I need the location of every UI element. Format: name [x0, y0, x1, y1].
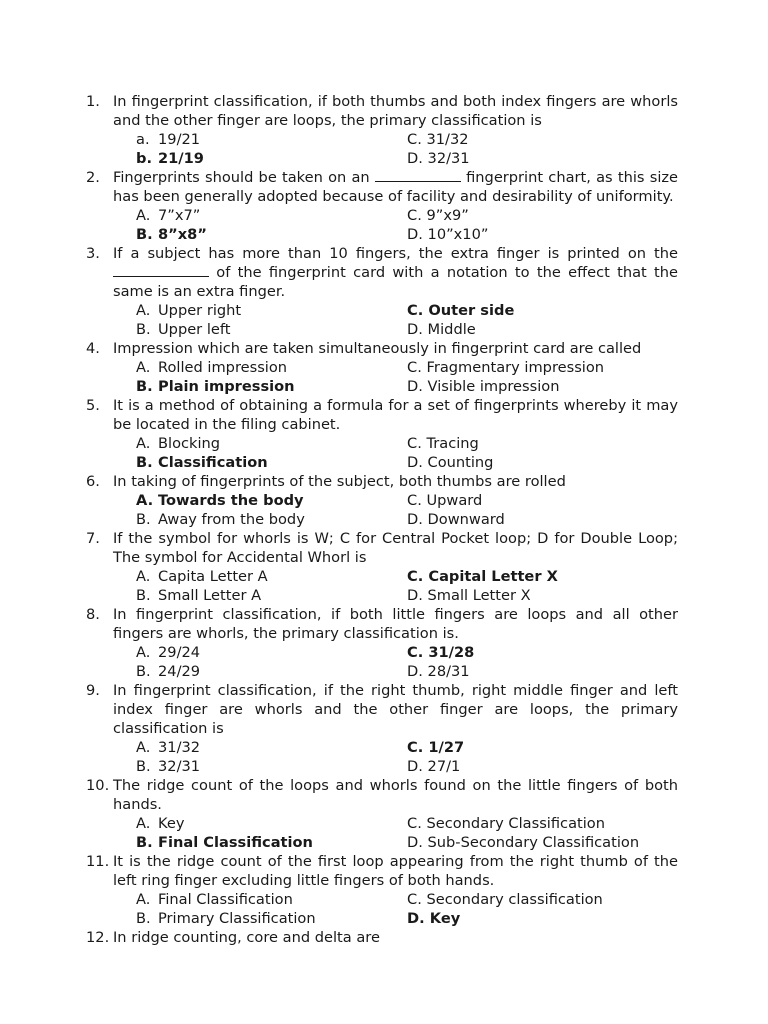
option-label: B.: [136, 454, 153, 471]
question-item: [0, 339, 768, 396]
option-row: [0, 510, 768, 529]
option-text: Secondary classification: [426, 891, 603, 908]
question-number: 2.: [86, 169, 100, 186]
question-text-part: Impression which are taken simultaneously in fingerprint card are called: [113, 340, 642, 357]
option-label: D.: [407, 587, 423, 604]
option-row: [0, 909, 768, 928]
option-label: C.: [407, 644, 424, 661]
question-text-part: It is the ridge count of the first loop appearing from the right thumb of the left ring finger excluding little fingers of both hands.: [113, 853, 678, 889]
question-item: [0, 396, 768, 472]
question-text-part: If a subject has more than 10 fingers, the extra finger is printed on the: [113, 245, 678, 262]
option-row: [0, 358, 768, 377]
option-text: 28/31: [427, 663, 470, 680]
question-number: 11.: [86, 853, 110, 870]
option-label: D.: [407, 321, 423, 338]
answer-option-correct: [136, 377, 295, 396]
option-row: [0, 149, 768, 168]
option-text: 8”x8”: [158, 226, 207, 243]
question-text: [113, 605, 678, 643]
option-text: 24/29: [158, 663, 201, 680]
option-label: B.: [136, 226, 153, 243]
option-label: B.: [136, 378, 153, 395]
answer-option: [136, 814, 184, 833]
answer-option-correct: [407, 738, 464, 757]
option-row: [0, 225, 768, 244]
question-text: [113, 529, 678, 567]
answer-option: [407, 890, 603, 909]
question-item: [0, 852, 768, 928]
option-text: 29/24: [158, 644, 201, 661]
option-text: Counting: [427, 454, 494, 471]
answer-option: [407, 491, 482, 510]
answer-blank: [113, 263, 209, 277]
option-label: A.: [136, 815, 151, 832]
option-text: 27/1: [427, 758, 461, 775]
answer-option-correct: [136, 149, 204, 168]
question-text: [113, 396, 678, 434]
option-text: Small Letter A: [158, 587, 262, 604]
option-label: A.: [136, 739, 151, 756]
question-text-part: of the fingerprint card with a notation to the effect that the same is an extra finger.: [113, 264, 678, 300]
option-label: B.: [136, 663, 151, 680]
option-label: C.: [407, 302, 424, 319]
option-text: Away from the body: [158, 511, 305, 528]
option-label: C.: [407, 568, 424, 585]
answer-option: [136, 738, 200, 757]
option-text: Classification: [158, 454, 268, 471]
answer-option: [136, 320, 230, 339]
option-label: B.: [136, 587, 151, 604]
question-text-part: fingerprint chart, as this size has been generally adopted because of facility and desirability of uniformity.: [113, 169, 679, 205]
option-text: Downward: [427, 511, 505, 528]
option-text: Key: [429, 910, 461, 927]
answer-option: [136, 586, 261, 605]
question-text: [113, 168, 678, 206]
option-text: 32/31: [427, 150, 470, 167]
option-label: B.: [136, 834, 153, 851]
option-label: A.: [136, 644, 151, 661]
option-label: B.: [136, 910, 151, 927]
option-row: [0, 206, 768, 225]
question-number: 12.: [86, 929, 110, 946]
option-text: 32/31: [158, 758, 201, 775]
question-text-part: In ridge counting, core and delta are: [113, 929, 380, 946]
answer-option: [407, 130, 469, 149]
question-number: 1.: [86, 93, 100, 110]
option-text: 10”x10”: [427, 226, 489, 243]
answer-option: [136, 301, 241, 320]
option-row: [0, 833, 768, 852]
option-label: D.: [407, 454, 423, 471]
option-label: C.: [407, 815, 422, 832]
answer-option-correct: [136, 491, 304, 510]
option-text: Key: [158, 815, 185, 832]
option-label: A.: [136, 891, 151, 908]
option-text: 31/28: [428, 644, 475, 661]
option-label: A.: [136, 207, 151, 224]
option-row: [0, 130, 768, 149]
question-text: [113, 472, 678, 491]
answer-option-correct: [136, 833, 313, 852]
option-label: D.: [407, 758, 423, 775]
option-text: Capita Letter A: [158, 568, 268, 585]
answer-option: [407, 358, 604, 377]
option-label: A.: [136, 359, 151, 376]
option-row: [0, 567, 768, 586]
question-item: [0, 168, 768, 244]
option-label: C.: [407, 739, 424, 756]
option-label: A.: [136, 435, 151, 452]
option-text: Sub-Secondary Classification: [427, 834, 640, 851]
option-text: Primary Classification: [158, 910, 316, 927]
question-text-part: In fingerprint classification, if both little fingers are loops and all other fingers are whorls, the primary classification is.: [113, 606, 678, 642]
question-text-part: In taking of fingerprints of the subject, both thumbs are rolled: [113, 473, 566, 490]
answer-option: [136, 757, 200, 776]
answer-option-correct: [136, 225, 207, 244]
answer-option-correct: [407, 643, 474, 662]
answer-option: [407, 662, 470, 681]
option-label: D.: [407, 226, 423, 243]
option-label: C.: [407, 359, 422, 376]
option-label: C.: [407, 435, 422, 452]
answer-option: [136, 643, 200, 662]
answer-option: [136, 890, 293, 909]
option-label: B.: [136, 511, 151, 528]
question-text-part: It is a method of obtaining a formula for a set of fingerprints whereby it may be located in the filing cabinet.: [113, 397, 678, 433]
answer-option-correct: [407, 567, 558, 586]
answer-option: [136, 909, 316, 928]
option-text: 21/19: [158, 150, 204, 167]
question-list: [0, 92, 768, 947]
option-text: Visible impression: [427, 378, 560, 395]
option-row: [0, 738, 768, 757]
answer-option: [136, 662, 200, 681]
option-label: A.: [136, 302, 151, 319]
answer-option: [407, 225, 488, 244]
question-text: [113, 92, 678, 130]
question-number: 4.: [86, 340, 100, 357]
question-text-part: If the symbol for whorls is W; C for Central Pocket loop; D for Double Loop; The symbol for Accidental Whorl is: [113, 530, 678, 566]
option-text: 19/21: [158, 131, 201, 148]
option-row: [0, 320, 768, 339]
option-text: Final Classification: [158, 891, 293, 908]
option-label: B.: [136, 321, 151, 338]
option-text: 9”x9”: [426, 207, 469, 224]
question-item: [0, 776, 768, 852]
question-text: [113, 244, 678, 301]
option-label: D.: [407, 150, 423, 167]
option-row: [0, 491, 768, 510]
question-number: 5.: [86, 397, 100, 414]
option-text: Plain impression: [158, 378, 295, 395]
question-text: [113, 681, 678, 738]
option-label: A.: [136, 568, 151, 585]
question-number: 6.: [86, 473, 100, 490]
question-item: [0, 605, 768, 681]
question-text-part: In fingerprint classification, if both thumbs and both index fingers are whorls and the other finger are loops, the primary classification is: [113, 93, 678, 129]
option-text: Upper left: [158, 321, 231, 338]
answer-option-correct: [407, 301, 514, 320]
question-number: 7.: [86, 530, 100, 547]
option-text: 1/27: [428, 739, 465, 756]
option-label: B.: [136, 758, 151, 775]
question-text-part: The ridge count of the loops and whorls found on the little fingers of both hands.: [113, 777, 678, 813]
option-text: Secondary Classification: [426, 815, 605, 832]
answer-option: [407, 814, 605, 833]
option-row: [0, 434, 768, 453]
question-number: 3.: [86, 245, 100, 262]
question-item: [0, 472, 768, 529]
answer-option: [136, 358, 287, 377]
question-item: [0, 529, 768, 605]
answer-option: [136, 130, 200, 149]
option-text: Tracing: [426, 435, 479, 452]
answer-option: [407, 833, 639, 852]
option-label: D.: [407, 378, 423, 395]
option-row: [0, 453, 768, 472]
question-text-part: Fingerprints should be taken on an: [113, 169, 375, 186]
question-item: [0, 681, 768, 776]
option-row: [0, 757, 768, 776]
option-text: Upward: [426, 492, 483, 509]
option-row: [0, 662, 768, 681]
answer-option: [407, 434, 479, 453]
answer-option: [136, 567, 268, 586]
answer-option: [407, 510, 505, 529]
question-text: [113, 852, 678, 890]
answer-option: [407, 377, 559, 396]
option-row: [0, 586, 768, 605]
option-label: D.: [407, 511, 423, 528]
option-text: Upper right: [158, 302, 242, 319]
option-label: C.: [407, 131, 422, 148]
answer-option-correct: [136, 453, 268, 472]
option-text: Rolled impression: [158, 359, 288, 376]
option-text: Fragmentary impression: [426, 359, 605, 376]
option-text: 7”x7”: [158, 207, 201, 224]
option-text: Blocking: [158, 435, 221, 452]
question-item: [0, 928, 768, 947]
question-item: [0, 244, 768, 339]
option-label: C.: [407, 492, 422, 509]
answer-blank: [375, 168, 461, 182]
answer-option: [136, 206, 200, 225]
option-row: [0, 377, 768, 396]
option-text: Outer side: [428, 302, 515, 319]
answer-option: [136, 510, 305, 529]
answer-option: [407, 586, 531, 605]
option-row: [0, 643, 768, 662]
option-label: b.: [136, 150, 152, 167]
option-text: Middle: [427, 321, 476, 338]
answer-option-correct: [407, 909, 460, 928]
question-number: 9.: [86, 682, 100, 699]
question-text-part: In fingerprint classification, if the right thumb, right middle finger and left index finger are whorls and the other finger are loops, the primary classification is: [113, 682, 678, 737]
option-label: D.: [407, 663, 423, 680]
option-label: C.: [407, 207, 422, 224]
answer-option: [136, 434, 220, 453]
option-text: Towards the body: [158, 492, 304, 509]
option-row: [0, 301, 768, 320]
question-text: [113, 339, 678, 358]
option-text: Final Classification: [158, 834, 313, 851]
option-label: D.: [407, 910, 425, 927]
option-text: 31/32: [426, 131, 469, 148]
question-number: 10.: [86, 777, 110, 794]
question-text: [113, 776, 678, 814]
answer-option: [407, 206, 469, 225]
answer-option: [407, 149, 470, 168]
question-item: [0, 92, 768, 168]
question-text: [113, 928, 678, 947]
option-text: 31/32: [158, 739, 201, 756]
option-label: a.: [136, 131, 150, 148]
option-label: D.: [407, 834, 423, 851]
answer-option: [407, 757, 460, 776]
option-row: [0, 890, 768, 909]
answer-option: [407, 453, 493, 472]
option-row: [0, 814, 768, 833]
answer-option: [407, 320, 476, 339]
question-number: 8.: [86, 606, 100, 623]
option-label: C.: [407, 891, 422, 908]
option-text: Capital Letter X: [428, 568, 558, 585]
option-text: Small Letter X: [427, 587, 531, 604]
option-label: A.: [136, 492, 154, 509]
